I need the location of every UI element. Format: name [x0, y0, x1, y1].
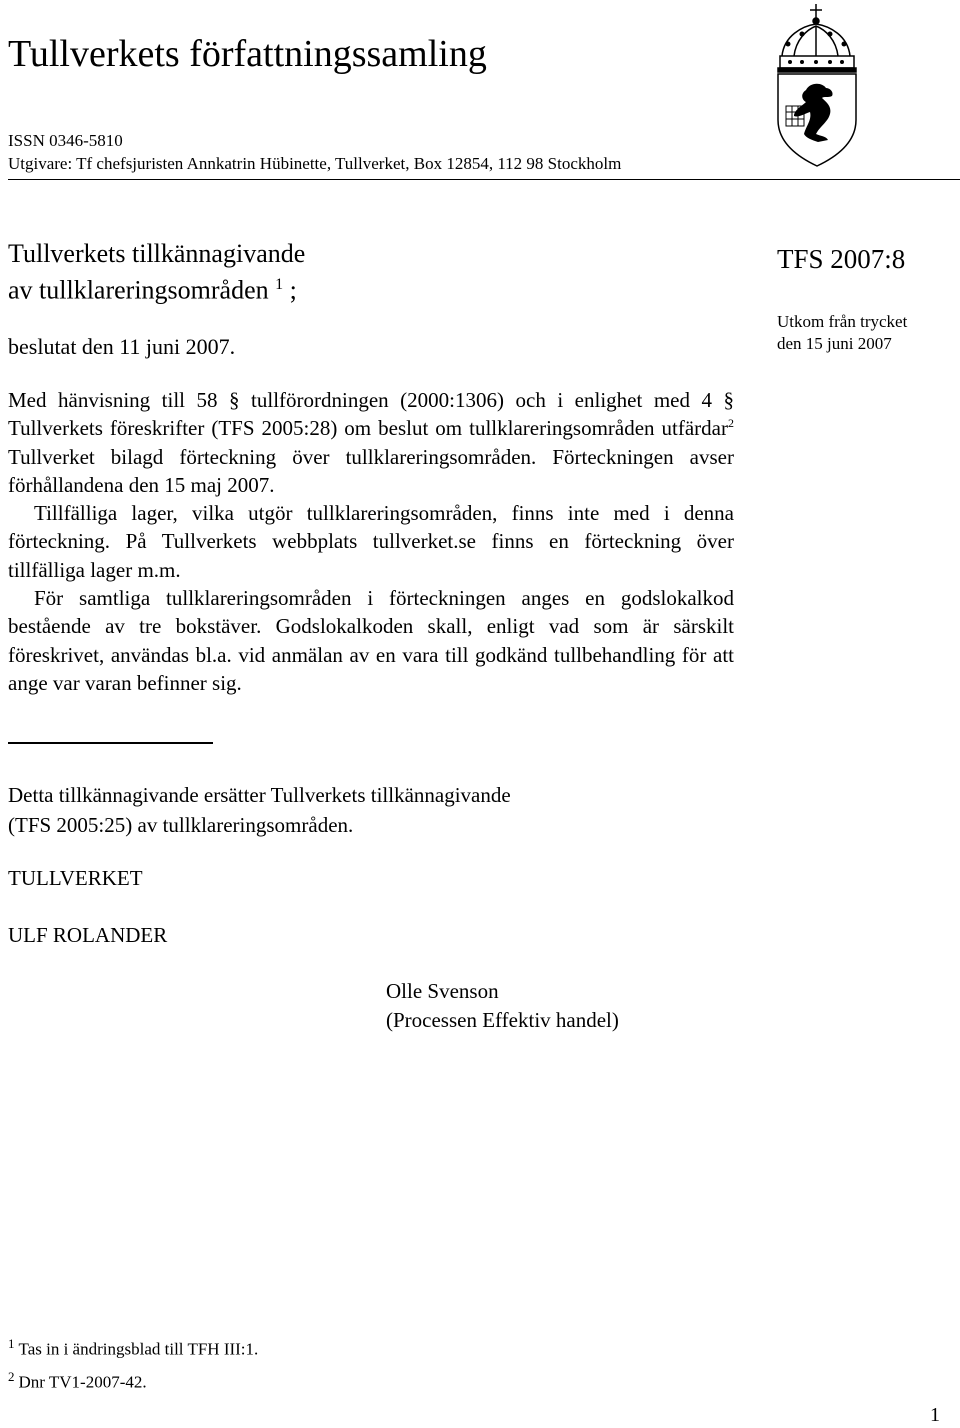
- publisher-line: Utgivare: Tf chefsjuristen Annkatrin Hübinette, Tullverket, Box 12854, 112 98 Stockholm: [8, 154, 622, 173]
- body-paragraph-2: Tillfälliga lager, vilka utgör tullklareringsområden, finns inte med i denna förteckning. På Tullverkets webbplats tullverket.se finns en förteckning över tillfälliga lager m.m.: [8, 501, 734, 582]
- page-number: 1: [930, 1404, 940, 1426]
- replacement-line1: Detta tillkännagivande ersätter Tullverkets tillkännagivande: [8, 783, 511, 807]
- footnote-text: Tas in i ändringsblad till TFH III:1.: [18, 1339, 259, 1359]
- notice-subject-line1: Tullverkets tillkännagivande: [8, 239, 306, 268]
- issn-line: ISSN 0346-5810: [8, 131, 123, 150]
- footnote: [8, 1363, 258, 1396]
- notice-subject-suffix: ;: [283, 275, 297, 305]
- decision-date: beslutat den 11 juni 2007.: [8, 334, 236, 359]
- body-paragraph-1-text-a: Med hänvisning till 58 § tullförordningen (2000:1306) och i enlighet med 4 § Tullverkets föreskrifter (TFS 2005:28) om beslut om tullklareringsområden utfärdar: [8, 388, 734, 441]
- body-paragraph-1-text-b: Tullverket bilagd förteckning över tullklareringsområden. Förteckningen avser förhållandena den 15 maj 2007.: [8, 444, 734, 497]
- footnote-number: 2: [8, 1368, 15, 1384]
- signing-organization: TULLVERKET: [8, 866, 143, 890]
- header-divider: [8, 179, 960, 180]
- coat-of-arms-icon: [772, 2, 864, 168]
- footnote-number: 1: [8, 1336, 15, 1351]
- footnote-text: Dnr TV1-2007-42.: [18, 1372, 147, 1392]
- notice-subject: [8, 238, 305, 306]
- document-series-title: Tullverkets författningssamling: [8, 33, 487, 75]
- footnote-ref-2: 2: [728, 416, 734, 431]
- publication-issued-label: Utkom från trycket: [777, 312, 908, 331]
- footnotes: [8, 1330, 258, 1395]
- notice-subject-line2: av tullklareringsområden: [8, 275, 269, 305]
- body-paragraph-1: [8, 386, 734, 499]
- footnote: [8, 1330, 258, 1363]
- notice-body: [8, 386, 734, 697]
- footnote-ref-1: 1: [275, 276, 284, 293]
- body-paragraph-3: För samtliga tullklareringsområden i förteckningen anges en godslokalkod bestående av tre bokstäver. Godslokalkoden skall, enligt vad som är särskilt föreskrivet, användas bl.a. vid anmälan av en vara till godkänd tullbehandling för att ange var varan befinner sig.: [8, 586, 734, 695]
- section-divider: [8, 742, 213, 744]
- publication-issued-date: den 15 juni 2007: [777, 334, 892, 353]
- publication-number: TFS 2007:8: [777, 244, 906, 274]
- replacement-line2: (TFS 2005:25) av tullklareringsområden.: [8, 813, 354, 837]
- officer-unit: (Processen Effektiv handel): [386, 1008, 619, 1032]
- officer-name: Olle Svenson: [386, 979, 499, 1003]
- replacement-statement: [8, 780, 748, 840]
- director-general-name: ULF ROLANDER: [8, 923, 168, 947]
